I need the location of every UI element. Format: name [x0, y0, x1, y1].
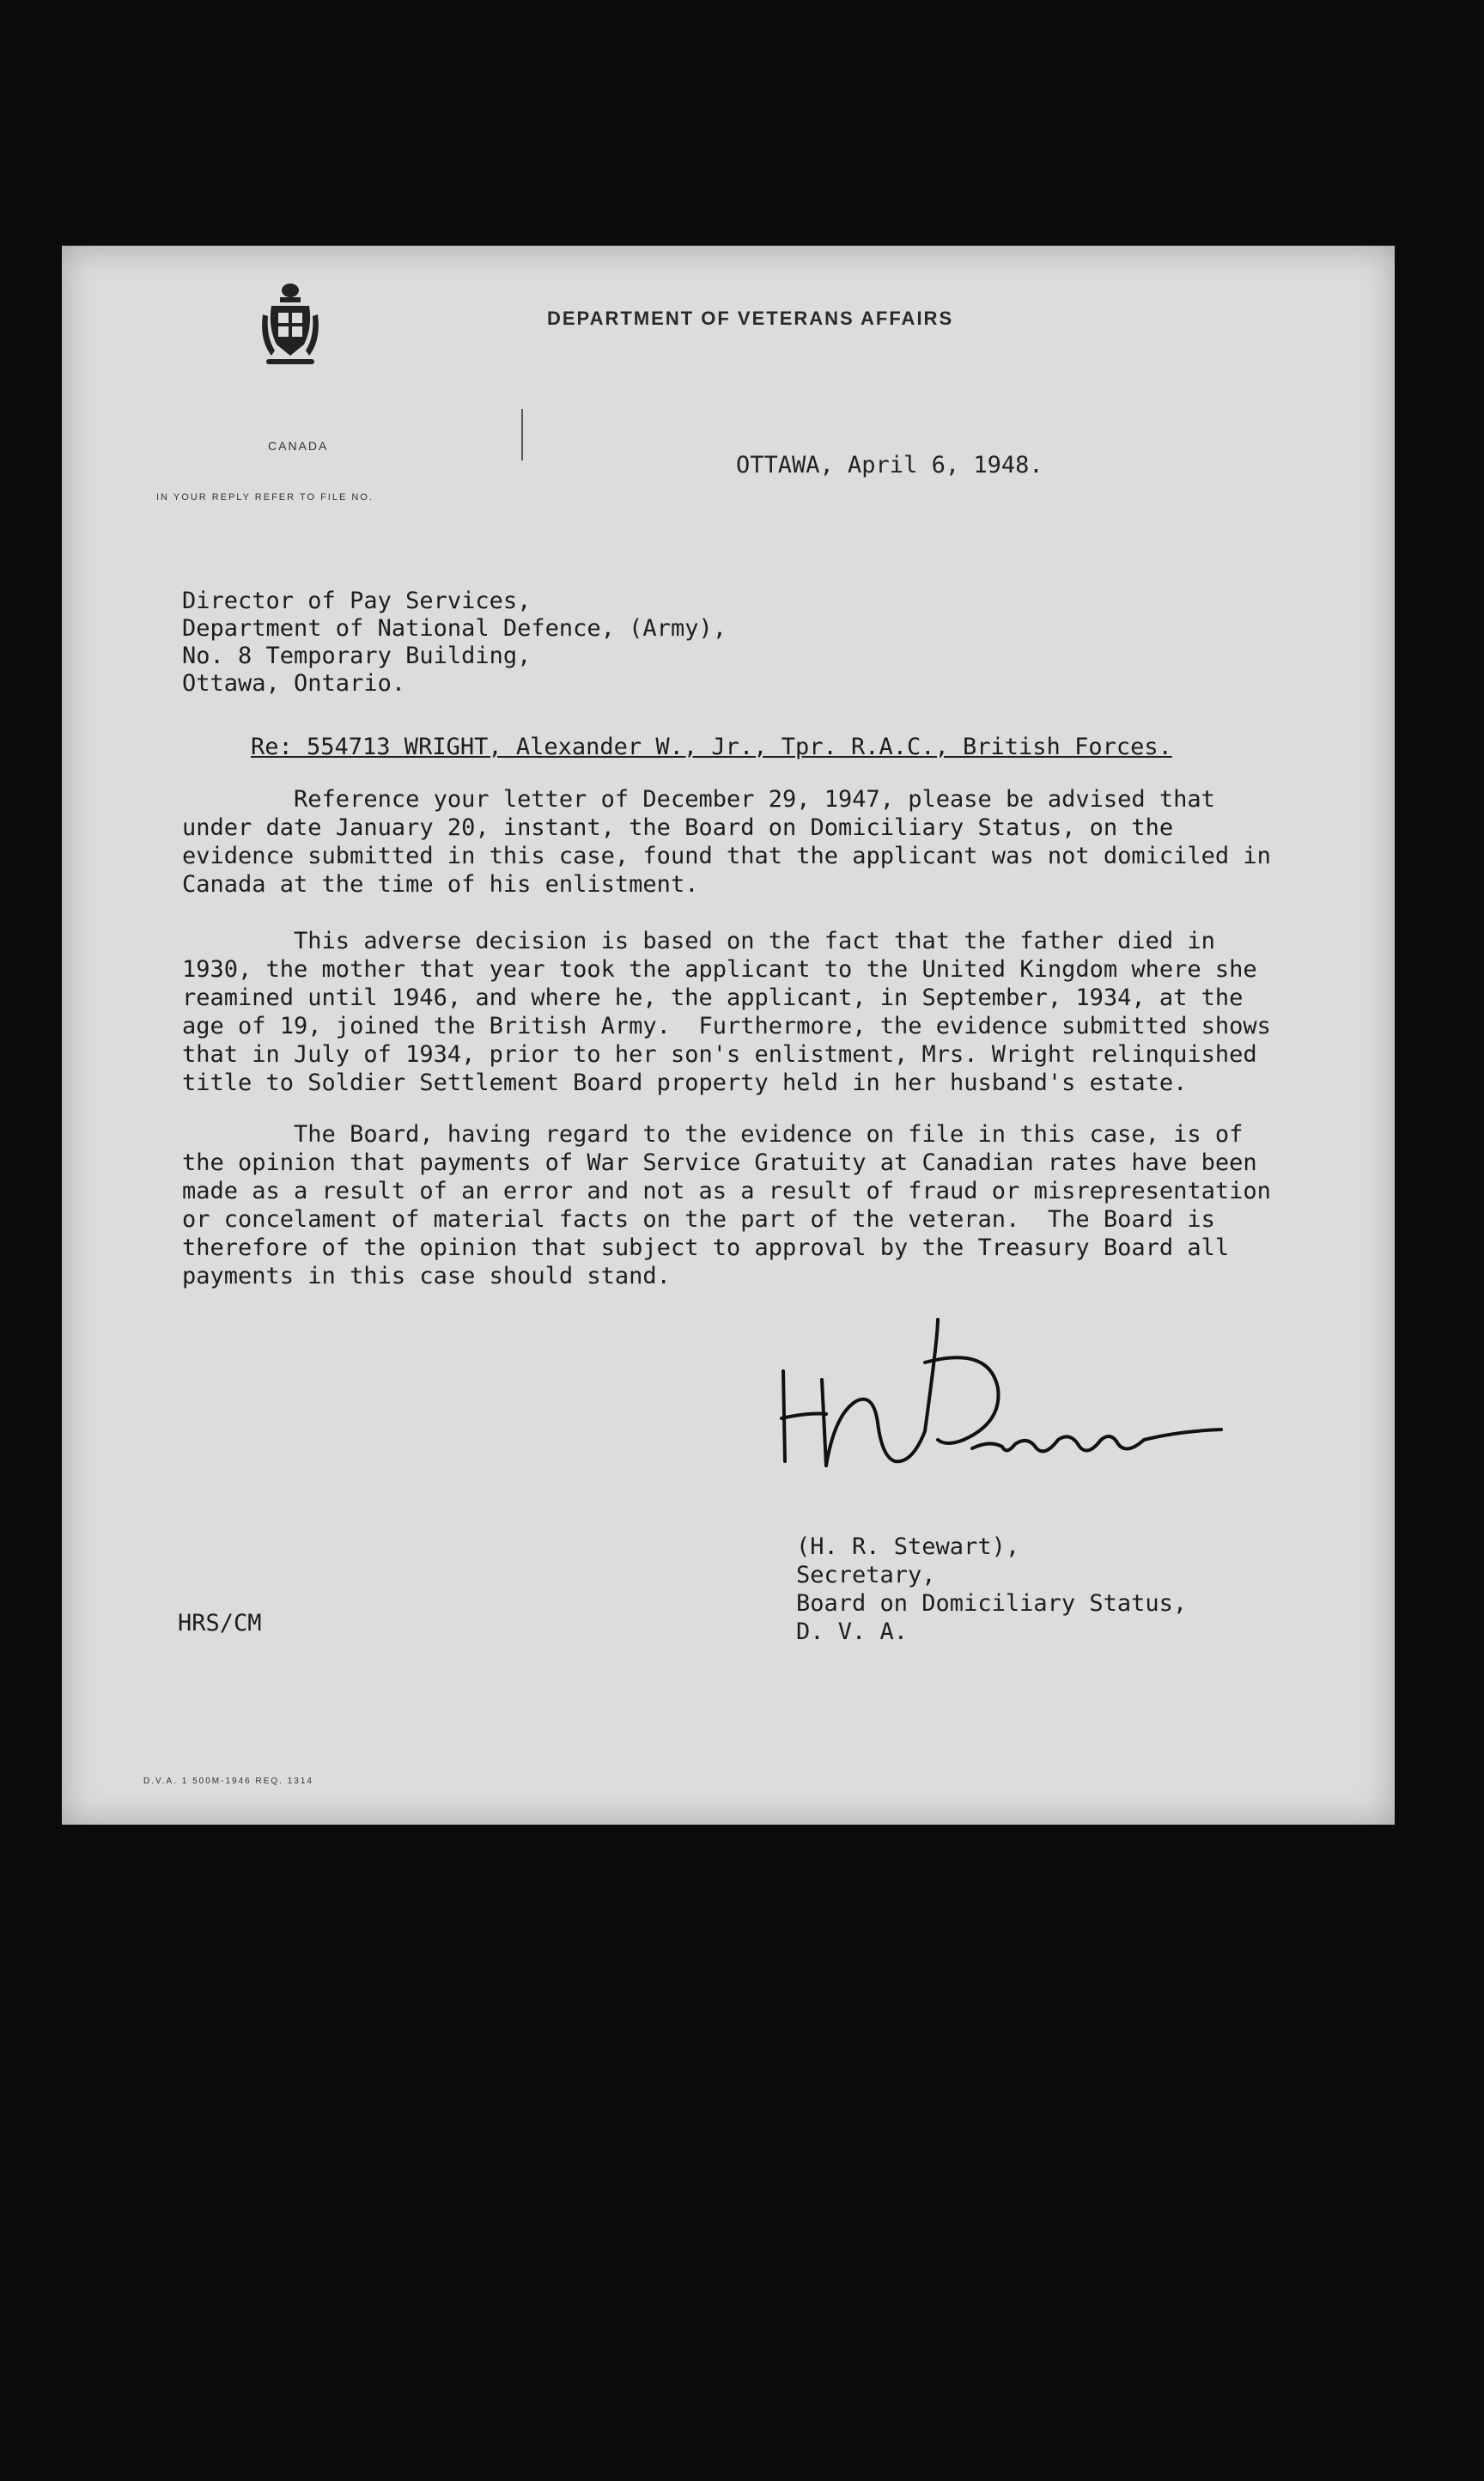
stray-pen-mark: [521, 409, 523, 460]
paragraph-line: evidence submitted in this case, found that the applicant was not domiciled in: [182, 843, 1271, 869]
paragraph-line: age of 19, joined the British Army. Furthermore, the evidence submitted shows: [182, 1013, 1271, 1039]
letter-page: [62, 246, 1395, 1825]
country-label: CANADA: [268, 439, 329, 453]
handwritten-signature: [775, 1311, 1256, 1509]
address-line: No. 8 Temporary Building,: [182, 643, 532, 669]
paragraph-line: The Board, having regard to the evidence on file in this case, is of: [182, 1121, 1244, 1148]
address-line: Director of Pay Services,: [182, 588, 532, 614]
paragraph-line: This adverse decision is based on the fact that the father died in: [182, 928, 1215, 954]
body-paragraph-3: [182, 1120, 1367, 1290]
subject-line: Re: 554713 WRIGHT, Alexander W., Jr., Tpr. R.A.C., British Forces.: [251, 734, 1172, 760]
signature-line: D. V. A.: [796, 1618, 909, 1645]
file-reference-note: IN YOUR REPLY REFER TO FILE NO.: [156, 492, 374, 503]
paragraph-line: under date January 20, instant, the Board on Domiciliary Status, on the: [182, 814, 1174, 841]
recipient-address: [182, 588, 727, 698]
typist-initials: HRS/CM: [178, 1610, 262, 1637]
body-paragraph-1: [182, 785, 1367, 899]
signature-line: Board on Domiciliary Status,: [796, 1590, 1188, 1617]
paragraph-line: payments in this case should stand.: [182, 1263, 671, 1289]
body-paragraph-2: [182, 927, 1367, 1097]
coat-of-arms-icon: [259, 280, 321, 375]
address-line: Department of National Defence, (Army),: [182, 615, 727, 642]
paragraph-line: the opinion that payments of War Service Gratuity at Canadian rates have been: [182, 1149, 1257, 1176]
paragraph-line: Reference your letter of December 29, 1947, please be advised that: [182, 786, 1215, 813]
paragraph-line: made as a result of an error and not as a result of fraud or misrepresentation: [182, 1178, 1271, 1204]
paragraph-line: therefore of the opinion that subject to approval by the Treasury Board all: [182, 1234, 1230, 1261]
department-heading: DEPARTMENT OF VETERANS AFFAIRS: [547, 308, 954, 329]
paragraph-line: that in July of 1934, prior to her son's enlistment, Mrs. Wright relinquished: [182, 1041, 1257, 1068]
paragraph-line: reamined until 1946, and where he, the applicant, in September, 1934, at the: [182, 984, 1244, 1011]
paragraph-line: title to Soldier Settlement Board property held in her husband's estate.: [182, 1070, 1188, 1096]
paragraph-line: 1930, the mother that year took the applicant to the United Kingdom where she: [182, 956, 1257, 983]
address-line: Ottawa, Ontario.: [182, 670, 406, 697]
paragraph-line: Canada at the time of his enlistment.: [182, 871, 699, 898]
paragraph-line: or concelament of material facts on the part of the veteran. The Board is: [182, 1206, 1215, 1233]
signature-line: (H. R. Stewart),: [796, 1533, 1020, 1560]
date-line: OTTAWA, April 6, 1948.: [736, 452, 1043, 479]
signature-block: [796, 1533, 1187, 1646]
signature-line: Secretary,: [796, 1562, 936, 1588]
form-footer: D.V.A. 1 500M-1946 REQ. 1314: [143, 1777, 313, 1786]
